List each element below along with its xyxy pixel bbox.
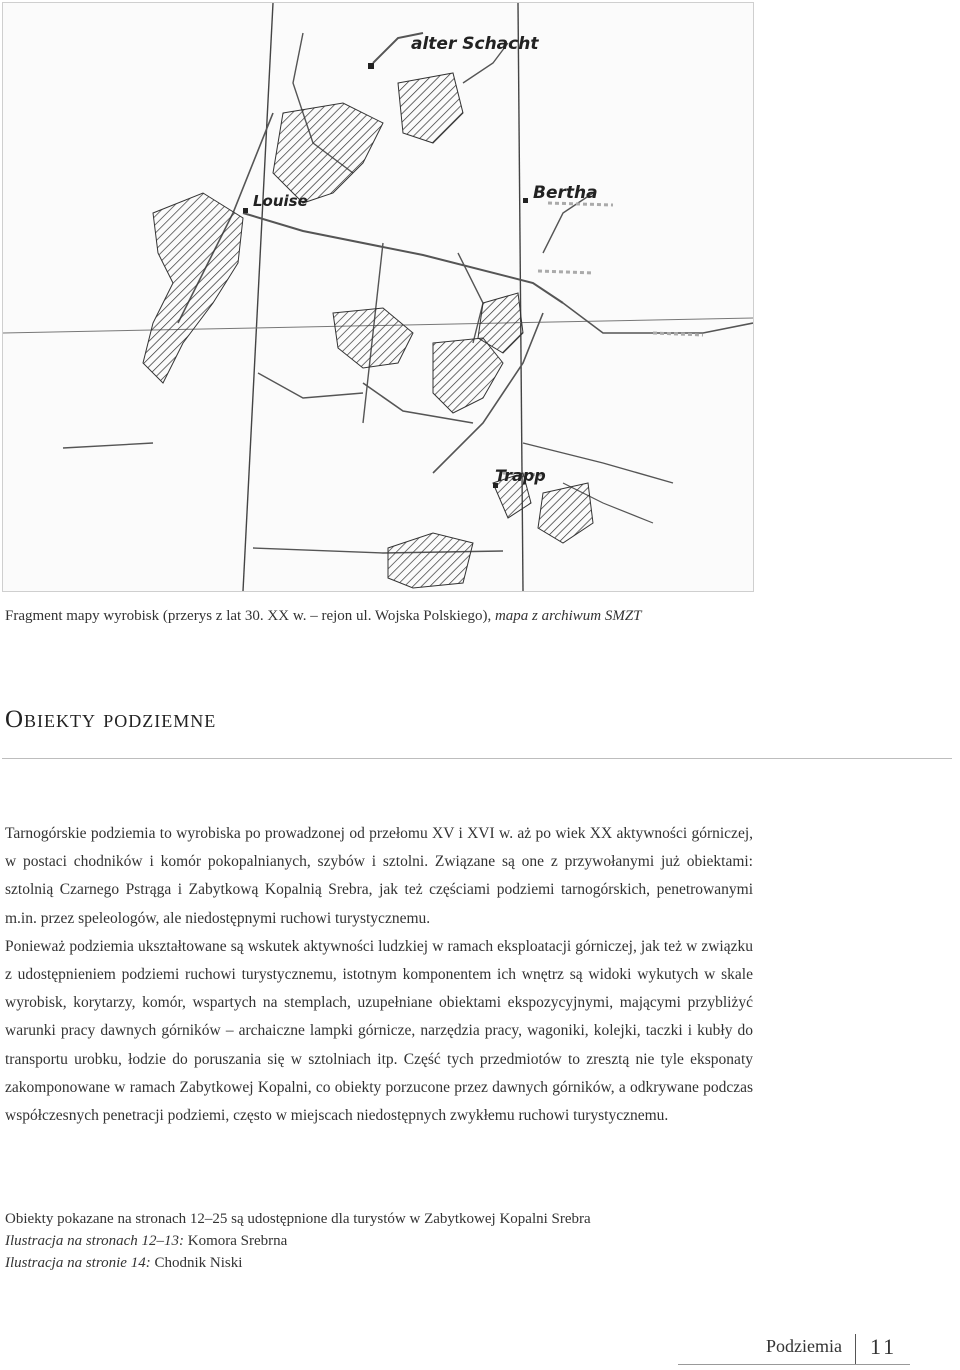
illustration-notes <box>5 1208 805 1274</box>
caption-main: Fragment mapy wyrobisk (przerys z lat 30. XX w. – rejon ul. Wojska Polskiego), <box>5 608 495 624</box>
note-line-2 <box>5 1230 805 1252</box>
footer-divider <box>855 1334 856 1364</box>
body-text <box>5 820 753 1130</box>
map-label-trapp: Trapp <box>495 466 546 485</box>
map-drawing <box>3 3 753 591</box>
body-paragraph-1: Tarnogórskie podziemia to wyrobiska po prowadzonej od przełomu XV i XVI w. aż po wiek XX aktywności górniczej, w postaci chodników i komór pokopalnianych, szybów i sztolni. Związane są one z przywołanymi już obiektami: sztolnią Czarnego Pstrąga i Zabytkową Kopalnią Srebra, jak też częściami podziemi tarnogórskich, penetrowanymi m.in. przez speleologów, ale niedostępnymi ruchowi turystycznemu. <box>5 825 753 927</box>
note-line-1: Obiekty pokazane na stronach 12–25 są udostępnione dla turystów w Zabytkowej Kopalni Srebra <box>5 1211 591 1227</box>
note-line-3-value: Chodnik Niski <box>150 1255 243 1271</box>
mine-workings-map <box>2 2 754 592</box>
map-caption <box>5 608 905 625</box>
note-line-2-value: Komora Srebrna <box>184 1233 288 1249</box>
note-line-3-label: Ilustracja na stronie 14: <box>5 1255 151 1271</box>
footer-section-name: Podziemia <box>766 1336 842 1356</box>
map-label-bertha: Bertha <box>533 183 598 203</box>
section-title: Obiekty podziemne <box>5 706 217 733</box>
body-paragraph-2: Ponieważ podziemia ukształtowane są wskutek aktywności ludzkiej w ramach eksploatacji górniczej, jak też w związku z udostępnieniem podziemi ruchowi turystycznemu, istotnym komponentem ich wnętrz są widoki wykutych w skale wyrobisk, korytarzy, komór, wspartych na stemplach, uzupełniane obiektami ekspozycyjnymi, mającymi przybliżyć warunki pracy dawnych górników – archaiczne lampki górnicze, narzędzia pracy, wagoniki, kolejki, taczki i kubły do transportu urobku, łodzie do poruszania się w sztolniach itp. Część tych przedmiotów to zresztą nie tyle eksponaty zakomponowane w ramach Zabytkowej Kopalni, co obiekty porzucone przez dawnych górników, a odkrywane podczas współczesnych penetracji podziemi, często w miejscach niedostępnych zwykłemu ruchowi turystycznemu. <box>5 937 753 1125</box>
map-label-alter-schacht: alter Schacht <box>411 34 539 54</box>
page-number: 11 <box>870 1334 898 1359</box>
footer-rule <box>678 1364 910 1365</box>
note-line-2-label: Ilustracja na stronach 12–13: <box>5 1233 185 1249</box>
section-divider <box>2 758 952 759</box>
note-line-3 <box>5 1252 805 1274</box>
caption-source: mapa z archiwum SMZT <box>494 608 642 624</box>
map-label-louise: Louise <box>253 192 308 210</box>
